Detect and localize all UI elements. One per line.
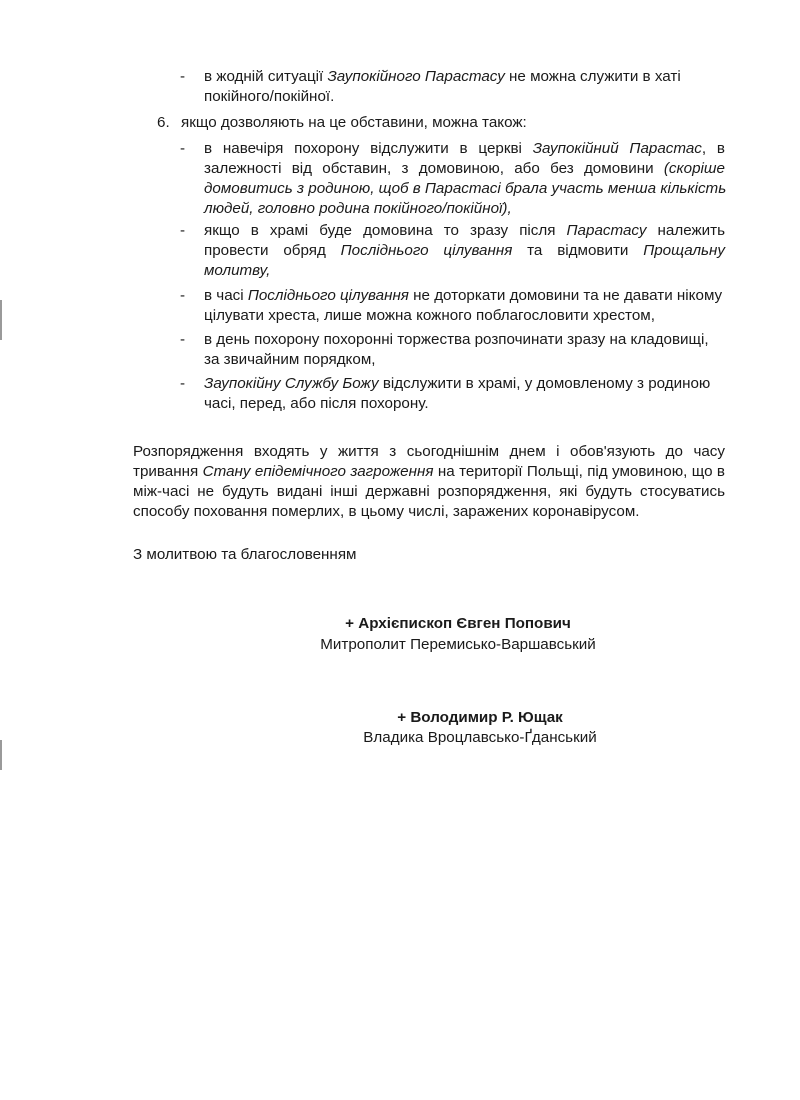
- bullet-dash: -: [180, 287, 186, 304]
- bullet-text-line: в навечіря похорону відслужити в церкві Заупокійний Парастас, в: [204, 140, 725, 157]
- bullet-text-line: Заупокійну Службу Божу відслужити в храмі, у домовленому з родиною: [204, 375, 711, 392]
- bullet-text-line: залежності від обставин, з домовиною, або без домовини (скоріше: [204, 160, 725, 177]
- bullet-dash: -: [180, 331, 186, 348]
- bullet-text-line: покійного/покійної.: [204, 88, 335, 105]
- signature-name: + Володимир Р. Ющак: [397, 709, 563, 726]
- bullet-dash: -: [180, 375, 186, 392]
- closing-paragraph-line: способу поховання померлих, в цьому числі, заражених коронавірусом.: [133, 503, 640, 520]
- blessing-line: З молитвою та благословенням: [133, 546, 357, 563]
- bullet-text-line: домовитись з родиною, щоб в Парастасі брала участь менша кількість: [204, 180, 727, 197]
- bullet-text-line: часі, перед, або після похорону.: [204, 395, 429, 412]
- bullet-text-line: людей, головно родина покійного/покійної),: [204, 200, 512, 217]
- bullet-text-line: в день похорону похоронні торжества розпочинати зразу на кладовищі,: [204, 331, 709, 348]
- bullet-text-line: провести обряд Посліднього цілування та відмовити Прощальну: [204, 242, 725, 259]
- bullet-text-line: якщо в храмі буде домовина то зразу після Парастасу належить: [204, 222, 725, 239]
- bullet-dash: -: [180, 140, 186, 157]
- list-number: 6.: [157, 114, 170, 131]
- scan-edge-mark: [0, 740, 2, 770]
- signature-title: Владика Вроцлавсько-Ґданський: [363, 729, 597, 746]
- bullet-text-line: в часі Посліднього цілування не доторкати домовини та не давати нікому: [204, 287, 723, 304]
- list-item-intro: якщо дозволяють на це обставини, можна також:: [181, 114, 527, 131]
- signature-title: Митрополит Перемисько-Варшавський: [320, 636, 596, 653]
- closing-paragraph-line: між-часі не будуть видані інші державні розпорядження, які будуть стосуватись: [133, 483, 725, 500]
- closing-paragraph-line: Розпорядження входять у життя з сьогоднішнім днем і обов'язують до часу: [133, 443, 725, 460]
- closing-paragraph-line: тривання Стану епідемічного загроження на території Польщі, під умовиною, що в: [133, 463, 725, 480]
- bullet-text-line: в жодній ситуації Заупокійного Парастасу не можна служити в хаті: [204, 68, 681, 85]
- bullet-dash: -: [180, 222, 186, 239]
- bullet-text-line: цілувати хреста, лише можна кожного поблагословити хрестом,: [204, 307, 655, 324]
- bullet-dash: -: [180, 68, 186, 85]
- bullet-text-line: молитву,: [204, 262, 271, 279]
- scan-edge-mark: [0, 300, 2, 340]
- bullet-text-line: за звичайним порядком,: [204, 351, 376, 368]
- signature-name: + Архієпископ Євген Попович: [345, 615, 571, 632]
